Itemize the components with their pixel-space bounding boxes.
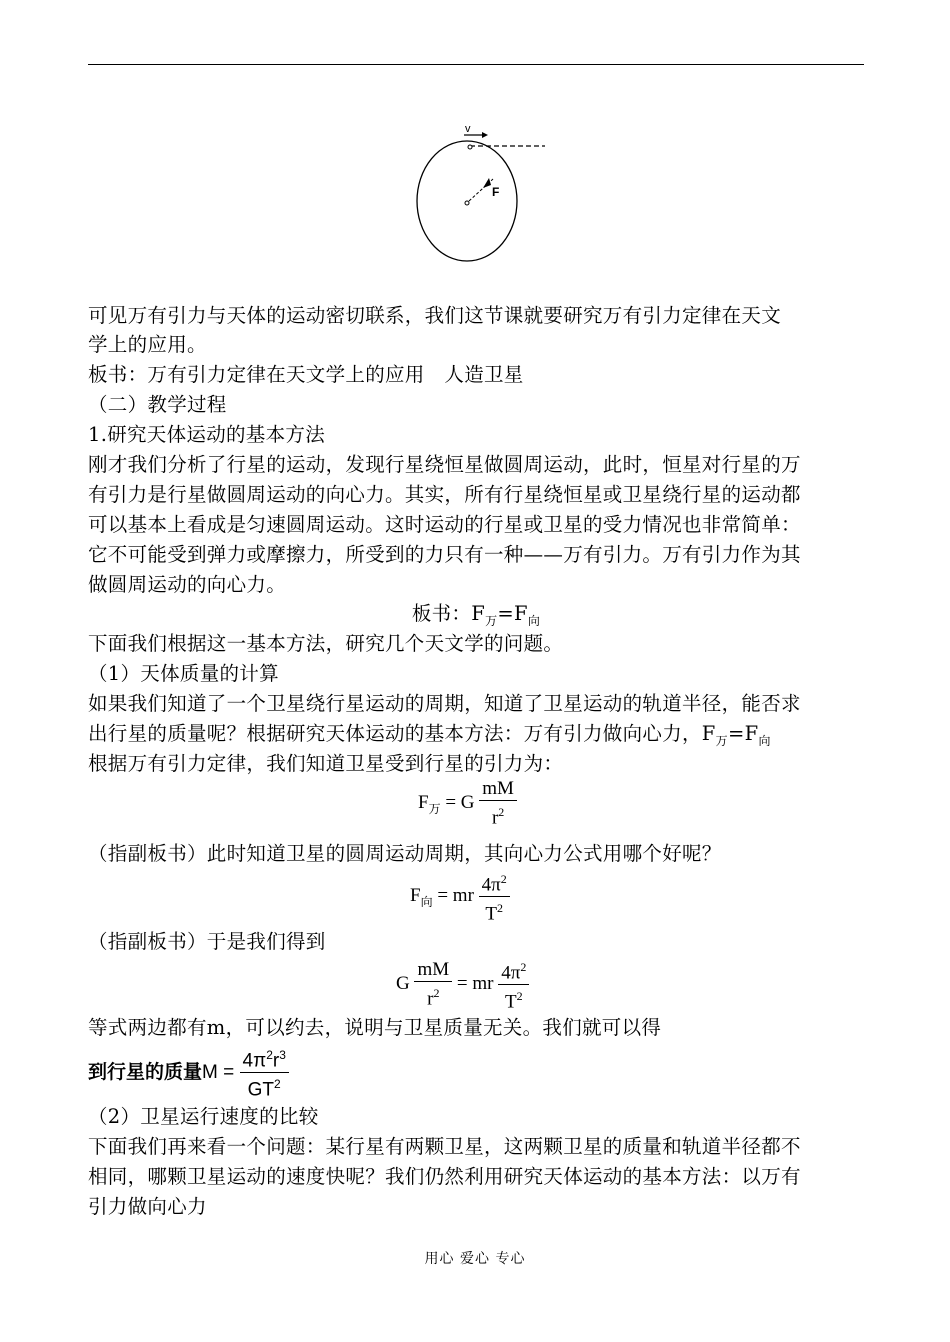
para-line: 可见万有引力与天体的运动密切联系，我们这节课就要研究万有引力定律在天文 bbox=[88, 304, 782, 327]
satellite-point bbox=[468, 145, 472, 149]
section-heading: （二）教学过程 bbox=[88, 393, 227, 416]
formula-centripetal: $F_向$ = mr $\frac{4\pi^2}{T^2}$ bbox=[410, 868, 510, 926]
f-label: F bbox=[492, 185, 500, 199]
para-line: 有引力是行星做圆周运动的向心力。其实，所有行星绕恒星或卫星绕行星的运动都 bbox=[88, 483, 801, 506]
velocity-arrow-head bbox=[482, 132, 488, 138]
para-line: 等式两边都有m，可以约去，说明与卫星质量无关。我们就可以得 bbox=[88, 1016, 662, 1039]
para-line: 如果我们知道了一个卫星绕行星运动的周期，知道了卫星运动的轨道半径，能否求 bbox=[88, 692, 801, 715]
formula-equation: G $\frac{mM}{r^2}$ = mr $\frac{4\pi^2}{T^2}$ bbox=[396, 956, 529, 1014]
para-line: （指副板书）此时知道卫星的圆周运动周期，其向心力公式用哪个好呢？ bbox=[88, 842, 722, 865]
para-line: 下面我们再来看一个问题：某行星有两颗卫星，这两颗卫星的质量和轨道半径都不 bbox=[88, 1135, 801, 1158]
para-line: 相同，哪颗卫星运动的速度快呢？我们仍然利用研究天体运动的基本方法：以万有 bbox=[88, 1165, 801, 1188]
formula-gravity: $F_万 = G$ $\frac{mM}{r^2}$ bbox=[418, 778, 517, 829]
force-arrow-head bbox=[483, 178, 491, 188]
page-footer: 用心 爱心 专心 bbox=[424, 1251, 526, 1267]
para-line: 做圆周运动的向心力。 bbox=[88, 573, 287, 596]
subsection-heading: （1）天体质量的计算 bbox=[88, 662, 279, 685]
para-line: （指副板书）于是我们得到 bbox=[88, 930, 326, 953]
para-line: 引力做向心力 bbox=[88, 1195, 207, 1218]
para-line: 学上的应用。 bbox=[88, 333, 207, 356]
para-line: 下面我们根据这一基本方法，研究几个天文学的问题。 bbox=[88, 632, 564, 655]
subsection-heading: （2）卫星运行速度的比较 bbox=[88, 1105, 319, 1128]
header-rule bbox=[88, 64, 864, 65]
formula-planet-mass: 到行星的质量M = $\frac{4\pi^2r^3}{GT^2}$ bbox=[88, 1044, 289, 1102]
subsection-heading: 1.研究天体运动的基本方法 bbox=[88, 423, 326, 446]
para-line: 可以基本上看成是匀速圆周运动。这时运动的行星或卫星的受力情况也非常简单： bbox=[88, 513, 801, 536]
para-line: 它不可能受到弹力或摩擦力，所受到的力只有一种——万有引力。万有引力作为其 bbox=[88, 543, 801, 566]
para-line: 根据万有引力定律，我们知道卫星受到行星的引力为： bbox=[88, 752, 564, 775]
center-point bbox=[465, 201, 469, 205]
orbit-diagram bbox=[410, 122, 550, 267]
board-formula: 板书：$F_万=F_向$ bbox=[411, 602, 541, 628]
board-note: 板书：万有引力定律在天文学上的应用 人造卫星 bbox=[88, 363, 524, 386]
v-label: v bbox=[465, 123, 471, 135]
para-line: 出行星的质量呢？根据研究天体运动的基本方法：万有引力做向心力，$F_万=F_向$ bbox=[88, 722, 771, 748]
para-line: 刚才我们分析了行星的运动，发现行星绕恒星做圆周运动，此时，恒星对行星的万 bbox=[88, 453, 801, 476]
